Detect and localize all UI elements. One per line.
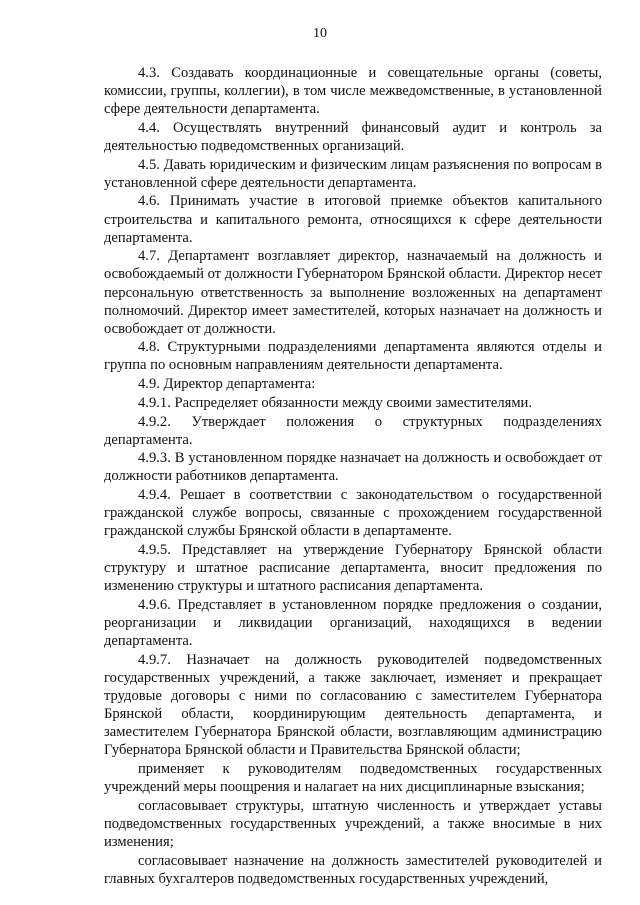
page-number: 10 (313, 26, 327, 41)
paragraph-4-8: 4.8. Структурными подразделениями департамента являются отделы и группа по основным направлениям деятельности департамента. (104, 339, 602, 374)
paragraph-4-7: 4.7. Департамент возглавляет директор, назначаемый на должность и освобождаемый от должности Губернатором Брянской области. Директор несет персональную ответственность за выполнение возложенных на департамент полномочий. Директор имеет заместителей, которых назначает на должность и освобождает от должности. (104, 248, 602, 337)
paragraph-4-9-2: 4.9.2. Утверждает положения о структурных подразделениях департамента. (104, 413, 602, 448)
paragraph-4-4: 4.4. Осуществлять внутренний финансовый аудит и контроль за деятельностью подведомственных организаций. (104, 119, 602, 154)
document-body (104, 64, 602, 888)
paragraph-4-9-7: 4.9.7. Назначает на должность руководителей подведомственных государственных учреждений, а также заключает, изменяет и прекращает трудовые договоры с ними по согласованию с заместителем Губернатора Брянской области, координирующим деятельность департамента, и заместителем Губернатора Брянской области, возглавляющим администрацию Губернатора Брянской области и Правительства Брянской области; (104, 651, 602, 759)
paragraph-4-9: 4.9. Директор департамента: (138, 376, 316, 393)
paragraph-approves-charters: согласовывает структуры, штатную численность и утверждает уставы подведомственных государственных учреждений, а также вносимые в них изменения; (104, 797, 602, 850)
paragraph-4-9-4: 4.9.4. Решает в соответствии с законодательством о государственной гражданской службе вопросы, связанные с прохождением государственной гражданской службы Брянской области в департаменте. (104, 487, 602, 540)
paragraph-4-9-5: 4.9.5. Представляет на утверждение Губернатору Брянской области структуру и штатное расписание департамента, вносит предложения по изменению структуры и штатного расписания департамента. (104, 541, 602, 595)
paragraph-4-6: 4.6. Принимать участие в итоговой приемке объектов капитального строительства и капитального ремонта, относящихся к сфере деятельности департамента. (104, 193, 602, 246)
paragraph-approves-deputies: согласовывает назначение на должность заместителей руководителей и главных бухгалтеров подведомственных государственных учреждений, (104, 852, 602, 887)
paragraph-4-5: 4.5. Давать юридическим и физическим лицам разъяснения по вопросам в установленной сфере деятельности департамента. (104, 156, 602, 191)
paragraph-4-3: 4.3. Создавать координационные и совещательные органы (советы, комиссии, группы, коллегии), в том числе межведомственные, в установленной сфере деятельности департамента. (104, 65, 602, 118)
paragraph-4-9-6: 4.9.6. Представляет в установленном порядке предложения о создании, реорганизации и ликвидации организаций, находящихся в ведении департамента. (104, 596, 602, 650)
paragraph-4-9-3: 4.9.3. В установленном порядке назначает на должность и освобождает от должности работников департамента. (104, 450, 602, 485)
paragraph-4-9-1: 4.9.1. Распределяет обязанности между своими заместителями. (138, 394, 533, 411)
paragraph-applies-measures: применяет к руководителям подведомственных государственных учреждений меры поощрения и налагает на них дисциплинарные взыскания; (104, 760, 602, 795)
